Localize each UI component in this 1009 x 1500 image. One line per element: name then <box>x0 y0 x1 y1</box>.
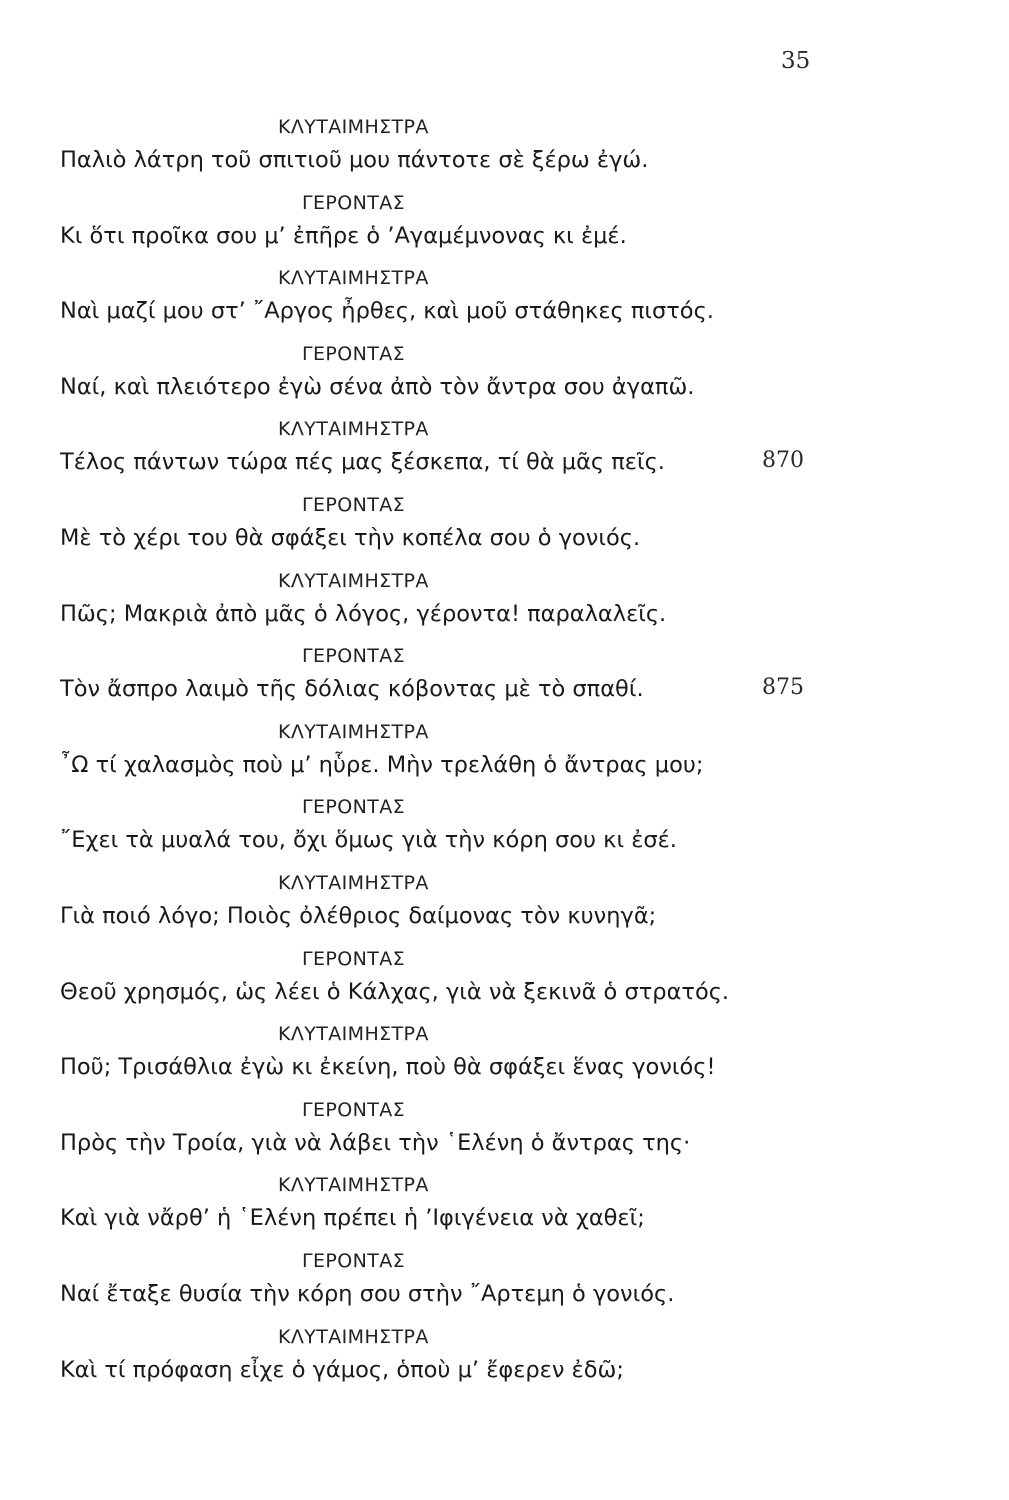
verse-line: Τὸν ἄσπρο λαιμὸ τῆς δόλιας κόβοντας μὲ τὸ σπαθί. <box>60 676 644 703</box>
verse-line: Ναὶ μαζί μου στ’ ῎Αργος ἦρθες, καὶ μοῦ στάθηκες πιστός. <box>60 298 714 325</box>
speaker-name: ΚΛΥΤΑΙΜΗΣΤΡΑ <box>278 267 429 290</box>
verse-line: Ναί ἔταξε θυσία τὴν κόρη σου στὴν ῎Αρτεμη ὁ γονιός. <box>60 1281 675 1307</box>
verse-line: Ποῦ; Τρισάθλια ἐγὼ κι ἐκείνη, ποὺ θὰ σφάξει ἕνας γονιός! <box>60 1054 716 1081</box>
speaker-name: ΓΕΡΟΝΤΑΣ <box>302 796 406 819</box>
speaker-name: ΓΕΡΟΝΤΑΣ <box>302 191 406 214</box>
verse-line: Καὶ γιὰ νἄρθ’ ἡ ῾Ελένη πρέπει ἡ ’Ιφιγένεια νὰ χαθεῖ; <box>60 1205 645 1232</box>
verse-line: Τέλος πάντων τώρα πές μας ξέσκεπα, τί θὰ μᾶς πεῖς. <box>60 449 665 476</box>
speaker-name: ΚΛΥΤΑΙΜΗΣΤΡΑ <box>278 1325 429 1348</box>
speaker-name: ΓΕΡΟΝΤΑΣ <box>302 645 406 668</box>
verse-line: Μὲ τὸ χέρι του θὰ σφάξει τὴν κοπέλα σου ὁ γονιός. <box>60 525 641 551</box>
speaker-name: ΚΛΥΤΑΙΜΗΣΤΡΑ <box>278 1174 429 1197</box>
speaker-name: ΚΛΥΤΑΙΜΗΣΤΡΑ <box>278 1023 429 1046</box>
verse-line: Παλιὸ λάτρη τοῦ σπιτιοῦ μου πάντοτε σὲ ξέρω ἐγώ. <box>60 147 649 173</box>
speaker-name: ΚΛΥΤΑΙΜΗΣΤΡΑ <box>278 569 429 592</box>
verse-line: Καὶ τί πρόφαση εἶχε ὁ γάμος, ὁποὺ μ’ ἔφερεν ἐδῶ; <box>60 1356 624 1383</box>
speaker-name: ΚΛΥΤΑΙΜΗΣΤΡΑ <box>278 872 429 894</box>
verse-line: Κι ὅτι προῖκα σου μ’ ἐπῆρε ὁ ’Αγαμέμνονας κι ἐμέ. <box>60 222 627 249</box>
verse-line: Πῶς; Μακριὰ ἀπὸ μᾶς ὁ λόγος, γέροντα! παραλαλεῖς. <box>60 600 667 627</box>
verse-line: Γιὰ ποιό λόγο; Ποιὸς ὀλέθριος δαίμονας τὸν κυνηγᾶ; <box>60 903 657 929</box>
verse-line: Θεοῦ χρησμός, ὡς λέει ὁ Κάλχας, γιὰ νὰ ξεκινᾶ ὁ στρατός. <box>60 978 730 1005</box>
speaker-name: ΚΛΥΤΑΙΜΗΣΤΡΑ <box>278 418 429 441</box>
verse-line: ῏Ω τί χαλασμὸς ποὺ μ’ ηὗρε. Μὴν τρελάθη ὁ ἄντρας μου; <box>60 751 704 778</box>
speaker-name: ΓΕΡΟΝΤΑΣ <box>302 342 406 365</box>
verse-line: Πρὸς τὴν Τροία, γιὰ νὰ λάβει τὴν ῾Ελένη ὁ ἄντρας της· <box>60 1129 691 1156</box>
verse-line: Ναί, καὶ πλειότερο ἐγὼ σένα ἀπὸ τὸν ἄντρα σου ἀγαπῶ. <box>60 373 695 400</box>
page-number: 35 <box>781 48 811 74</box>
speaker-name: ΓΕΡΟΝΤΑΣ <box>302 1098 406 1121</box>
speaker-name: ΚΛΥΤΑΙΜΗΣΤΡΑ <box>278 116 429 138</box>
speaker-name: ΓΕΡΟΝΤΑΣ <box>302 947 406 970</box>
speaker-name: ΓΕΡΟΝΤΑΣ <box>302 494 406 516</box>
speaker-name: ΚΛΥΤΑΙΜΗΣΤΡΑ <box>278 720 429 743</box>
verse-number: 870 <box>762 448 804 474</box>
speaker-name: ΓΕΡΟΝΤΑΣ <box>302 1250 406 1272</box>
verse-line: ῎Εχει τὰ μυαλά του, ὄχι ὅμως γιὰ τὴν κόρη σου κι ἐσέ. <box>60 827 677 854</box>
verse-number: 875 <box>762 675 804 701</box>
